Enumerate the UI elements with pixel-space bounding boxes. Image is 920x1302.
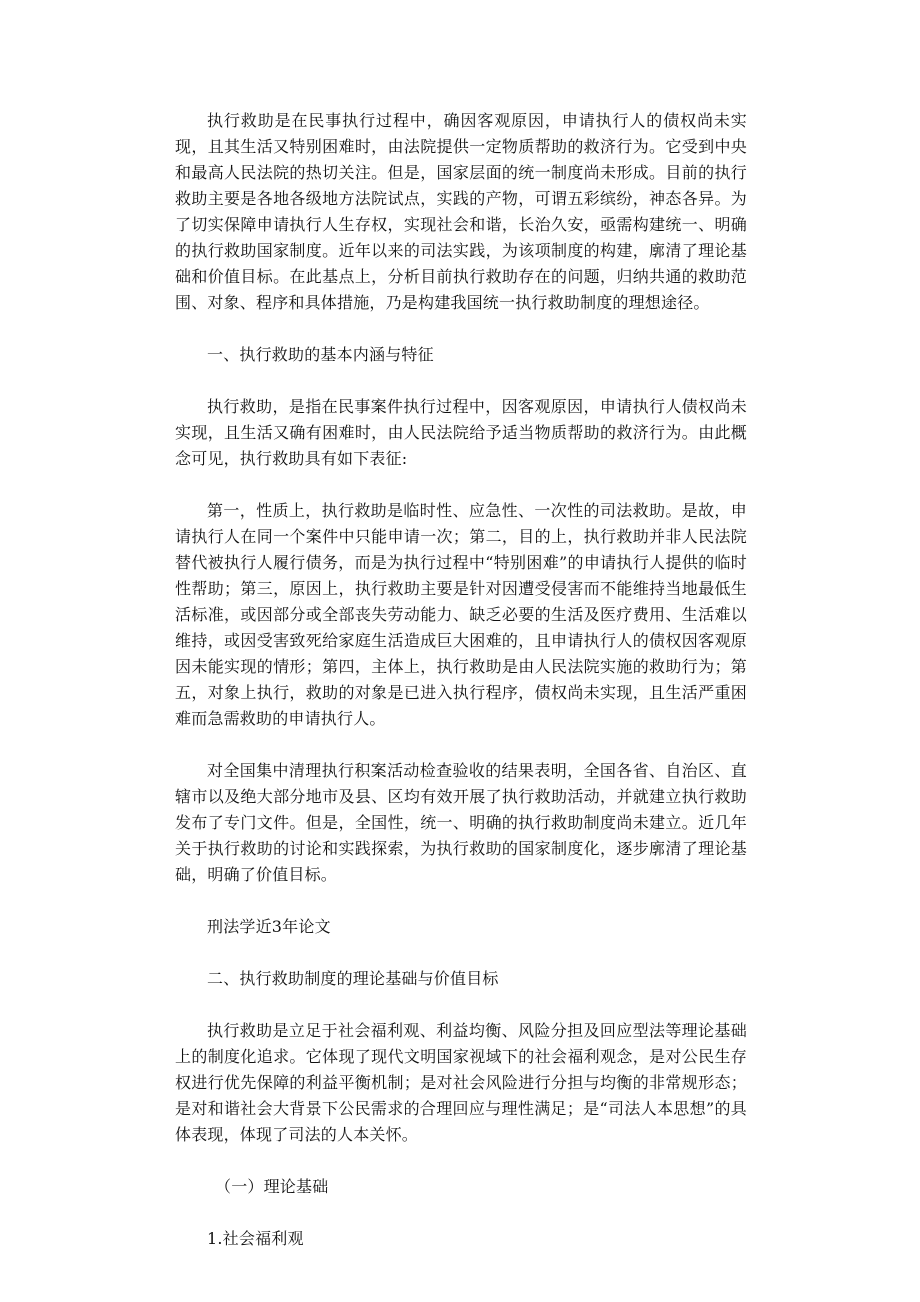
paragraph-gap (175, 1148, 747, 1174)
paragraph-gap (175, 992, 747, 1018)
intro-paragraph: 执行救助是在民事执行过程中，确因客观原因，申请执行人的债权尚未实现，且其生活又特别困难时，由法院提供一定物质帮助的救济行为。它受到中央和最高人民法院的热切关注。但是，国家层面的统一制度尚未形成。目前的执行救助主要是各地各级地方法院试点，实践的产物，可谓五彩缤纷，神态各异。为了切实保障申请执行人生存权，实现社会和谐，长治久安，亟需构建统一、明确的执行救助国家制度。近年以来的司法实践，为该项制度的构建，廓清了理论基础和价值目标。在此基点上，分析目前执行救助存在的问题，归纳共通的救助范围、对象、程序和具体措施，乃是构建我国统一执行救助制度的理想途径。 (175, 111, 747, 312)
basis-paragraph: 执行救助是立足于社会福利观、利益均衡、风险分担及回应型法等理论基础上的制度化追求。它体现了现代文明国家视域下的社会福利观念，是对公民生存权进行优先保障的利益平衡机制；是对社会风险进行分担与均衡的非常规形态；是对和谐社会大背景下公民需求的合理回应与理性满足；是“司法人本思想”的具体表现，体现了司法的人本关怀。 (175, 1021, 747, 1144)
paragraph-gap (175, 1200, 747, 1226)
note-line: 刑法学近3年论文 (207, 917, 331, 936)
subsection-heading: （一）理论基础 (215, 1177, 329, 1196)
paragraph-gap (175, 888, 747, 914)
features-paragraph: 第一，性质上，执行救助是临时性、应急性、一次性的司法救助。是故，申请执行人在同一个案件中只能申请一次；第二，目的上，执行救助并非人民法院替代被执行人履行债务，而是为执行过程中“特别困难”的申请执行人提供的临时性帮助；第三，原因上，执行救助主要是针对因遭受侵害而不能维持当地最低生活标准，或因部分或全部丧失劳动能力、缺乏必要的生活及医疗费用、生活难以维持，或因受害致死给家庭生活造成巨大困难的，且申请执行人的债权因客观原因未能实现的情形；第四，主体上，执行救助是由人民法院实施的救助行为；第五，对象上执行，救助的对象是已进入执行程序，债权尚未实现，且生活严重困难而急需救助的申请执行人。 (175, 501, 747, 728)
document-page (175, 108, 747, 1252)
paragraph-gap (175, 316, 747, 342)
paragraph-gap (175, 472, 747, 498)
paragraph-gap (175, 732, 747, 758)
section-heading-1: 一、执行救助的基本内涵与特征 (207, 345, 434, 364)
review-paragraph: 对全国集中清理执行积案活动检查验收的结果表明，全国各省、自治区、直辖市以及绝大部分地市及县、区均有效开展了执行救助活动，并就建立执行救助发布了专门文件。但是，全国性，统一、明确的执行救助制度尚未建立。近几年关于执行救助的讨论和实践探索，为执行救助的国家制度化，逐步廓清了理论基础，明确了价值目标。 (175, 761, 747, 884)
subsubsection-heading: 1.社会福利观 (207, 1229, 304, 1248)
definition-paragraph: 执行救助，是指在民事案件执行过程中，因客观原因，申请执行人债权尚未实现，且生活又确有困难时，由人民法院给予适当物质帮助的救济行为。由此概念可见，执行救助具有如下表征: (175, 397, 747, 468)
paragraph-gap (175, 940, 747, 966)
section-heading-2: 二、执行救助制度的理论基础与价值目标 (207, 969, 499, 988)
paragraph-gap (175, 368, 747, 394)
